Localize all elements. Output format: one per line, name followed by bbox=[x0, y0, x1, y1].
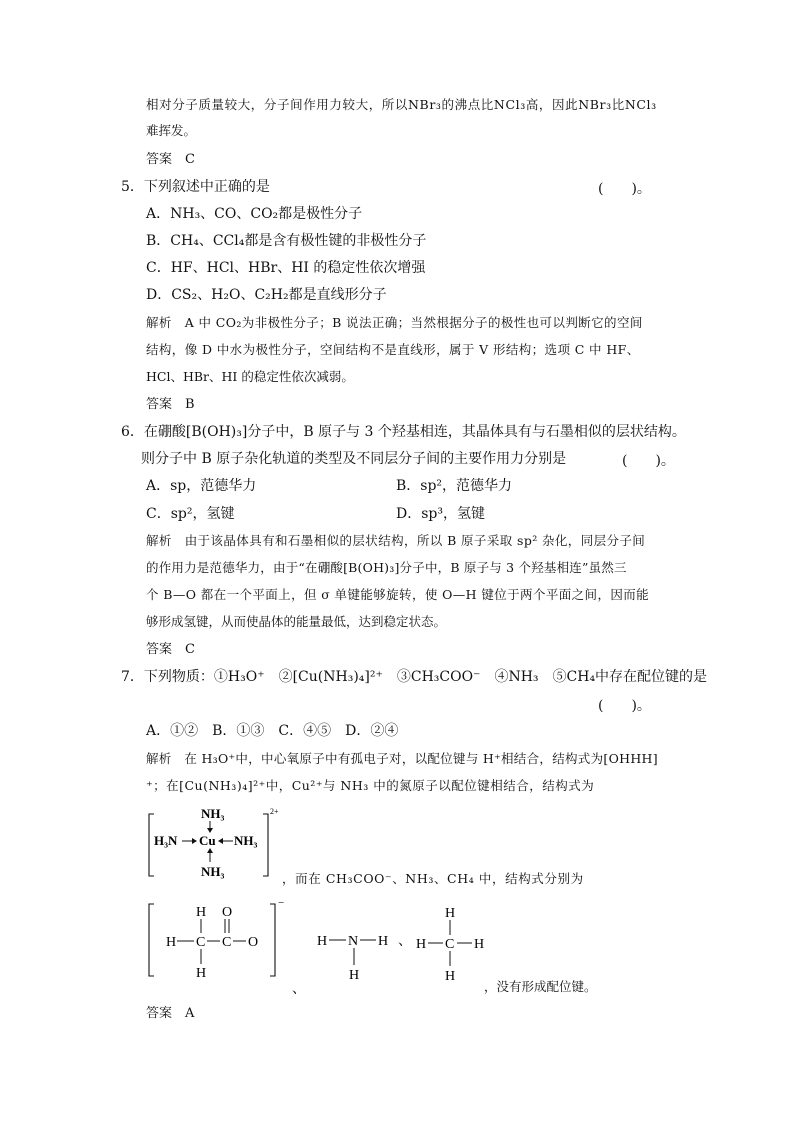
h-bottom-label: H bbox=[349, 968, 360, 983]
q7-explanation-line-3: ，而在 CH₃COO⁻、NH₃、CH₄ 中，结构式分别为 bbox=[282, 871, 584, 886]
left-bracket bbox=[149, 904, 154, 976]
q6-stem-line-2: 则分子中 B 原子杂化轨道的类型及不同层分子间的主要作用力分别是 bbox=[141, 451, 567, 467]
ammonia-structure bbox=[315, 928, 395, 986]
q5-explanation-line-2: 结构，像 D 中水为极性分子，空间结构不是直线形，属于 V 形结构；选项 C 中 HF、 bbox=[146, 342, 640, 357]
prev-explanation-line-1: 相对分子质量较大，分子间作用力较大，所以NBr₃的沸点比NCl₃高，因此NBr₃比NCl₃ bbox=[146, 97, 657, 112]
q6-answer: 答案 C bbox=[146, 642, 195, 657]
nh3-right-label: NH₃ bbox=[234, 833, 258, 848]
c-label: C bbox=[445, 937, 455, 952]
q5-option-a: A．NH₃、CO、CO₂都是极性分子 bbox=[146, 206, 363, 222]
q5-explanation-line-1: 解析 A 中 CO₂为非极性分子；B 说法正确；当然根据分子的极性也可以判断它的空间 bbox=[146, 315, 643, 330]
h-right-label: H bbox=[474, 937, 485, 952]
h-right-label: H bbox=[378, 934, 389, 949]
complex-charge-label: 2+ bbox=[270, 807, 279, 816]
q5-answer-blank: ( )。 bbox=[598, 181, 651, 197]
q5-option-d: D．CS₂、H₂O、C₂H₂都是直线形分子 bbox=[146, 287, 387, 303]
c1-label: C bbox=[196, 935, 206, 950]
q6-option-a: A．sp，范德华力 bbox=[146, 478, 257, 494]
c2-label: C bbox=[222, 935, 232, 950]
q5-stem: 5．下列叙述中正确的是 bbox=[121, 179, 270, 195]
q6-stem-line-1: 6．在硼酸[B(OH)₃]分子中，B 原子与 3 个羟基相连，其晶体具有与石墨相似的层状结构。 bbox=[121, 424, 686, 440]
arrowhead-right bbox=[218, 838, 223, 844]
q7-options: A．①② B．①③ C．④⑤ D．②④ bbox=[146, 723, 399, 739]
structure-separator-2: 、 bbox=[292, 981, 306, 997]
right-bracket bbox=[270, 904, 275, 976]
q6-explanation-line-4: 够形成氢键，从而使晶体的能量最低，达到稳定状态。 bbox=[146, 614, 447, 629]
n-label: N bbox=[348, 934, 359, 949]
q5-answer: 答案 B bbox=[146, 397, 195, 412]
structure-separator-1: 、 bbox=[398, 933, 412, 949]
prev-explanation-line-2: 难挥发。 bbox=[146, 123, 197, 138]
cu-center-label: Cu bbox=[199, 833, 216, 848]
prev-answer: 答案 C bbox=[146, 152, 195, 167]
q6-option-d: D．sp³，氢键 bbox=[396, 506, 485, 522]
arrowhead-left bbox=[192, 838, 197, 844]
q6-answer-blank: ( )。 bbox=[622, 453, 675, 469]
acetate-charge-label: − bbox=[278, 897, 285, 909]
q6-option-c: C．sp²，氢键 bbox=[146, 506, 235, 522]
acetate-structure bbox=[146, 896, 286, 982]
q7-explanation-line-2: ⁺；在[Cu(NH₃)₄]²⁺中，Cu²⁺与 NH₃ 中的氮原子以配位键相结合，结构式为 bbox=[146, 778, 595, 793]
q5-option-b: B．CH₄、CCl₄都是含有极性键的非极性分子 bbox=[146, 233, 427, 249]
nh3-bottom-label: NH₃ bbox=[201, 864, 225, 879]
h-left-label: H bbox=[317, 934, 328, 949]
q7-stem: 7．下列物质：①H₃O⁺ ②[Cu(NH₃)₄]²⁺ ③CH₃COO⁻ ④NH₃ ⑤CH₄中存在配位键的是 bbox=[121, 669, 708, 685]
q7-answer: 答案 A bbox=[146, 1006, 195, 1021]
q6-explanation-line-1: 解析 由于该晶体具有和石墨相似的层状结构，所以 B 原子采取 sp² 杂化，同层分子间 bbox=[146, 533, 646, 548]
o-right-label: O bbox=[248, 935, 259, 950]
h3n-left-label: H₃N bbox=[154, 833, 178, 848]
h-bottom-label: H bbox=[445, 969, 456, 984]
h-left-label: H bbox=[416, 937, 427, 952]
q6-explanation-line-2: 的作用力是范德华力，由于“在硼酸[B(OH)₃]分子中，B 原子与 3 个羟基相连”虽然三 bbox=[146, 560, 627, 575]
arrowhead-bottom bbox=[207, 848, 213, 853]
h-bottom-label: H bbox=[196, 966, 207, 981]
cu-ammine-complex-structure bbox=[146, 800, 286, 890]
q6-option-b: B．sp²，范德华力 bbox=[396, 478, 513, 494]
o-top-label: O bbox=[222, 905, 233, 920]
h-top-label: H bbox=[445, 906, 456, 921]
q7-explanation-line-4: ，没有形成配位键。 bbox=[484, 979, 597, 994]
q5-option-c: C．HF、HCl、HBr、HI 的稳定性依次增强 bbox=[146, 260, 426, 276]
h-left-label: H bbox=[166, 935, 177, 950]
q7-explanation-line-1: 解析 在 H₃O⁺中，中心氧原子中有孤电子对，以配位键与 H⁺相结合，结构式为[OHHH] bbox=[146, 751, 658, 766]
q7-answer-blank: ( )。 bbox=[598, 698, 651, 714]
nh3-top-label: NH₃ bbox=[201, 806, 225, 821]
q5-explanation-line-3: HCl、HBr、HI 的稳定性依次减弱。 bbox=[146, 369, 354, 384]
q6-explanation-line-3: 个 B—O 都在一个平面上，但 σ 单键能够旋转，使 O—H 键位于两个平面之间，因而能 bbox=[146, 587, 650, 602]
h-top-label: H bbox=[196, 905, 207, 920]
methane-structure bbox=[414, 900, 494, 988]
right-bracket bbox=[263, 814, 268, 876]
